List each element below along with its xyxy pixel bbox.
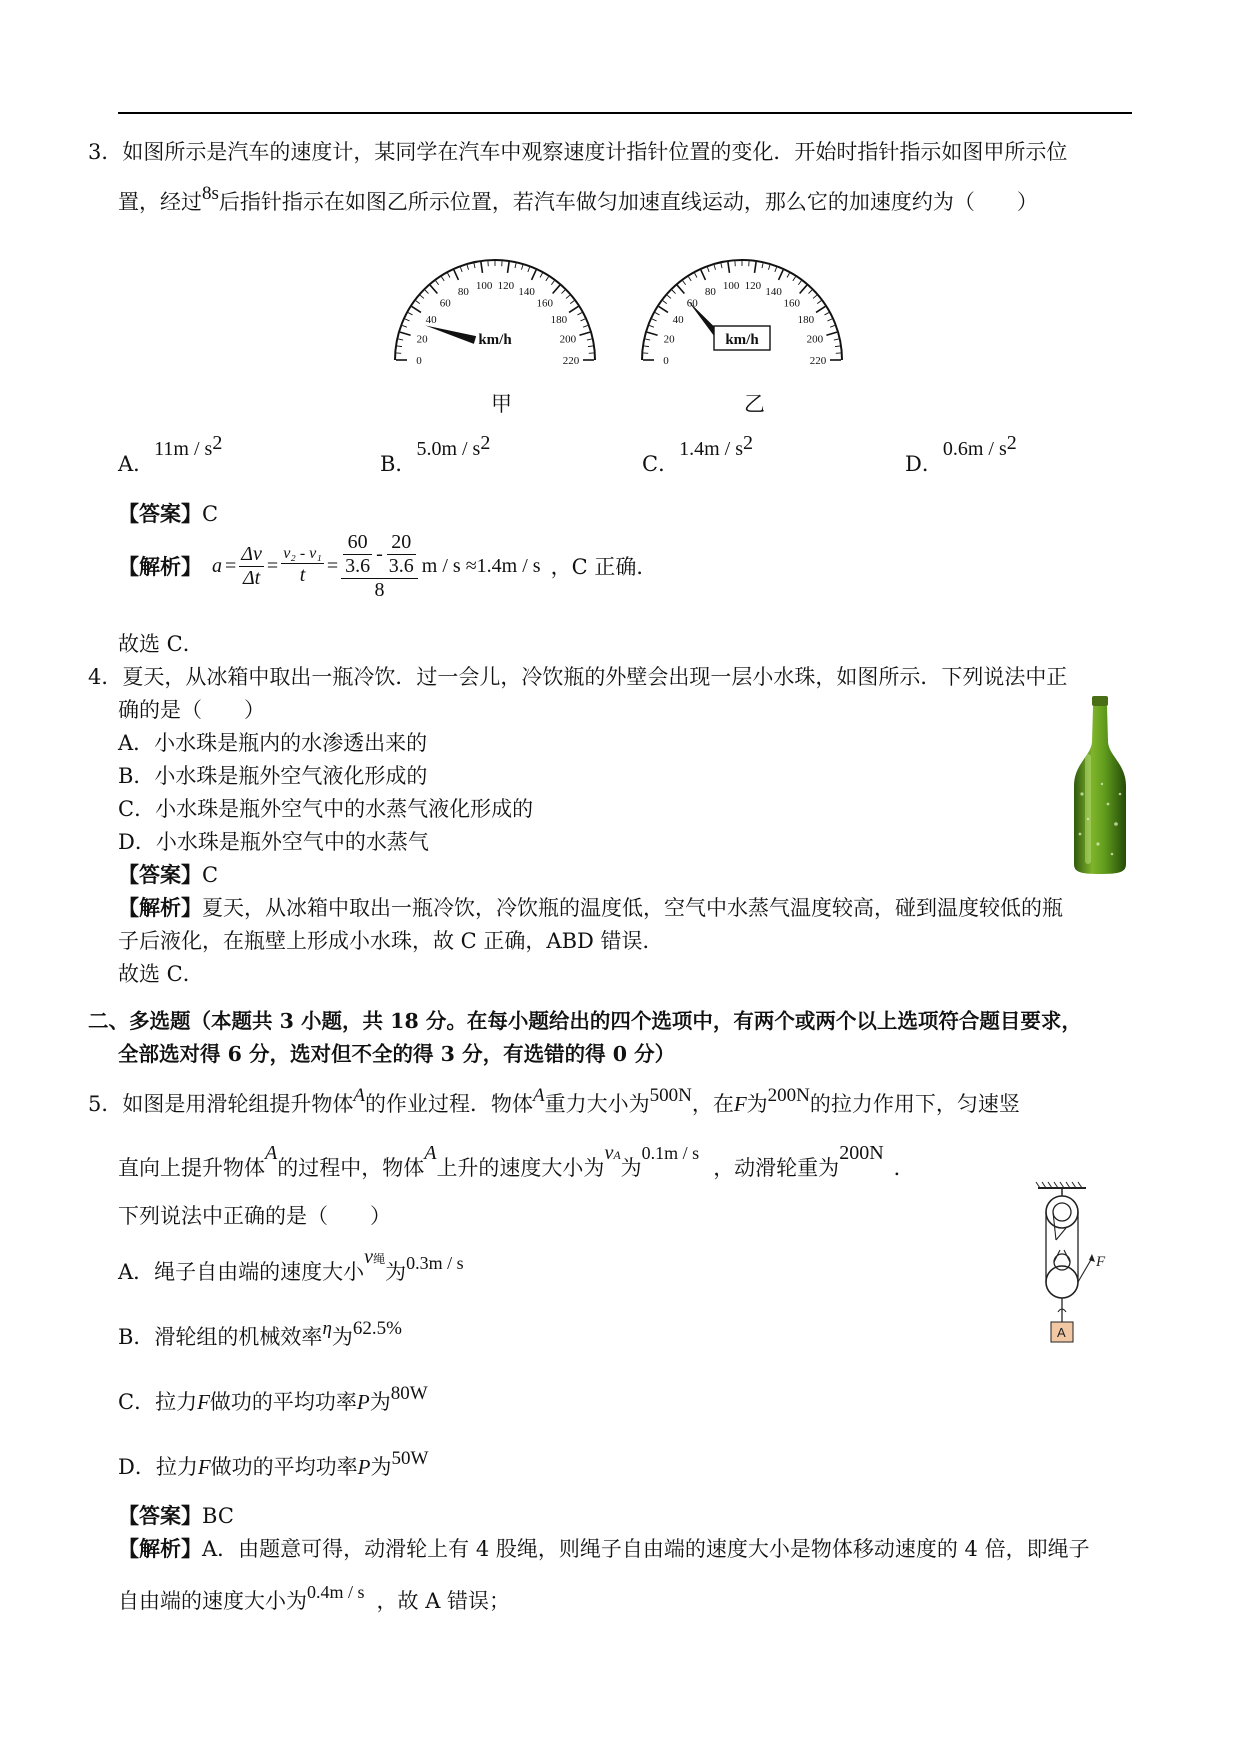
velocity-fraction: $\frac{\text{v₂ - v₁}}{t}$: [283, 545, 322, 586]
gauge-tick: [721, 263, 722, 268]
gauge-tick: [683, 281, 686, 285]
gauge-tick: [655, 313, 659, 315]
gauge-tick: [768, 265, 769, 270]
gauge-tick: [460, 267, 462, 272]
gauge-tick: [551, 281, 554, 285]
gauge-tick: [775, 267, 777, 272]
q4-stem-line2: 确的是（ ）: [118, 698, 265, 722]
gauge-tick: [728, 262, 730, 273]
gauge-tick: [587, 339, 592, 340]
gauge-tick: [787, 273, 789, 277]
q4-analysis-line1: 【解析】夏天，从冰箱中取出一瓶冷饮，冷饮瓶的温度低，空气中水蒸气温度较高，碰到温度较低的瓶: [118, 895, 1063, 920]
gauge-tick: [405, 319, 410, 321]
gauge-tick-label: 120: [744, 279, 762, 292]
gauge-tick-label: 140: [765, 285, 782, 298]
gauge-tick-label: 200: [806, 333, 824, 346]
gauge-tick: [800, 285, 807, 293]
q4-option-d: D．小水珠是瓶外空气中的水蒸气: [118, 830, 429, 854]
gauge-tick: [430, 285, 437, 293]
gauge-tick: [798, 281, 801, 285]
gauge-tick-label: 160: [536, 297, 554, 310]
gauge-tick: [825, 313, 829, 315]
q3-stem-line1: 3．如图所示是汽车的速度计，某同学在汽车中观察速度计指针位置的变化．开始时指针指示如图甲所示位: [88, 140, 1068, 164]
gauge-tick: [830, 325, 835, 327]
gauge-tick: [436, 281, 439, 285]
q4-stem-line1: 4．夏天，从冰箱中取出一瓶冷饮．过一会儿，冷饮瓶的外壁会出现一层小水珠，如图所示．下列说法中正: [88, 665, 1068, 689]
gauge-tick-label: 220: [562, 355, 580, 367]
q3-conclusion: 故选 C．: [118, 632, 204, 656]
gauge-tick-label: 0: [416, 355, 422, 367]
fixed-pulley-large: [1046, 1196, 1078, 1228]
q3-time: 8s: [202, 183, 219, 204]
section2-title-line1: 二、多选题（本题共 3 小题，共 18 分。在每小题给出的四个选项中，有两个或两个以上选项符合题目要求，: [88, 1009, 1082, 1033]
gauge-tick: [834, 339, 839, 340]
gauge-tick: [441, 277, 444, 281]
gauge-unit-label: km/h: [478, 332, 512, 348]
q4-analysis-line2: 子后液化，在瓶壁上形成小水珠，故 C 正确，ABD 错误．: [118, 929, 664, 953]
q5-analysis-line1: 【解析】A．由题意可得，动滑轮上有 4 股绳，则绳子自由端的速度大小是物体移动速度的 4 倍，即绳子: [118, 1536, 1090, 1561]
gauge-tick-label: 140: [518, 285, 535, 298]
gauge-tick-label: 160: [783, 297, 801, 310]
gauge-tick-label: 40: [672, 313, 684, 326]
q5-stem-line1: 5．如图是用滑轮组提升物体A的作业过程．物体A重力大小为500N，在F为200N的拉力作用下，匀速竖: [88, 1085, 1020, 1116]
gauge-tick: [762, 263, 763, 268]
speedometer-jia: [395, 260, 595, 367]
gauge-tick: [561, 290, 565, 294]
gauge-tick: [817, 301, 821, 304]
q5-stem-line2: 直向上提升物体A的过程中，物体A上升的速度大小为$v^A$为0.1m / s，动滑轮重为200N．: [118, 1142, 915, 1180]
object-a-label: A: [1057, 1325, 1066, 1340]
gauge-tick: [688, 277, 691, 281]
gauge-tick: [579, 332, 590, 335]
bottle-image: [1068, 694, 1132, 876]
gauge-tick: [570, 301, 574, 304]
q3-option-d: D．0.6m / s2: [905, 432, 1017, 476]
gauge-tick: [569, 306, 578, 312]
gauge-tick: [515, 263, 516, 268]
gauge-tick: [714, 265, 715, 270]
gauge-tick: [540, 273, 542, 277]
gauge-tick: [420, 295, 424, 298]
caption-jia: 甲: [491, 392, 512, 416]
gauge-tick: [546, 277, 549, 281]
gauge-tick-label: 80: [704, 285, 716, 298]
gauge-tick: [649, 325, 654, 327]
q4-option-a: A．小水珠是瓶内的水渗透出来的: [118, 731, 428, 755]
numeric-fraction: $\frac{60}{3.6}$ - $\frac{20}{3.6}$ 8: [341, 531, 418, 602]
gauge-tick: [659, 306, 668, 312]
speedometer-figure: [390, 232, 860, 372]
gauge-tick: [583, 325, 588, 327]
gauge-tick: [508, 262, 510, 273]
gauge-tick: [755, 262, 757, 273]
gauge-tick: [816, 306, 825, 312]
gauge-tick-label: 100: [475, 279, 493, 292]
gauge-tick: [425, 290, 429, 294]
q5-option-b: B．滑轮组的机械效率η为62.5%: [118, 1318, 402, 1349]
speedometer-yi: [642, 260, 842, 367]
gauge-tick: [481, 262, 483, 273]
gauge-tick-label: 100: [722, 279, 740, 292]
gauge-tick-label: 0: [663, 355, 669, 367]
gauge-tick: [835, 346, 840, 347]
gauge-tick: [402, 325, 407, 327]
gauge-tick: [779, 270, 784, 280]
gauge-tick: [677, 285, 684, 293]
pulley-force-label: F: [1096, 1254, 1106, 1270]
gauge-tick: [474, 263, 475, 268]
q5-answer: 【答案】BC: [118, 1503, 234, 1528]
gauge-tick: [828, 319, 833, 321]
gauge-tick: [532, 270, 537, 280]
gauge-tick: [416, 301, 420, 304]
gauge-tick: [553, 285, 560, 293]
q5-option-c: C．拉力F做功的平均功率P为80W: [118, 1383, 428, 1414]
gauge-tick: [398, 339, 403, 340]
gauge-tick-label: 80: [457, 285, 469, 298]
gauge-tick: [412, 306, 421, 312]
gauge-tick: [793, 277, 796, 281]
q3-option-b: B．5.0m / s2: [380, 432, 491, 476]
gauge-tick: [667, 295, 671, 298]
gauge-tick-label: 60: [686, 297, 698, 310]
gauge-tick: [408, 313, 412, 315]
gauge-tick: [578, 313, 582, 315]
gauge-tick-label: 180: [797, 313, 815, 326]
gauge-tick: [672, 290, 676, 294]
gauge-tick-label: 20: [663, 333, 675, 346]
gauge-tick: [645, 339, 650, 340]
gauge-tick-label: 180: [550, 313, 568, 326]
q3-option-c: C．1.4m / s2: [642, 432, 753, 476]
fixed-pulley-small: [1053, 1203, 1071, 1221]
q3-analysis: 【解析】 a = $\frac{\Delta v}{\Delta t}$ = $\frac{\text{v₂ - v₁}}{t}$ = $\frac{60}{3.6}$ - $\frac{20}{3.6}$ 8 m / s ≈1.4m / s ，C 正确．: [118, 530, 658, 601]
gauge-tick: [528, 267, 530, 272]
q4-answer: 【答案】C: [118, 862, 219, 887]
gauge-tick: [400, 332, 411, 335]
gauge-tick: [808, 290, 812, 294]
q5-option-d: D．拉力F做功的平均功率P为50W: [118, 1448, 429, 1479]
gauge-tick-label: 40: [425, 313, 437, 326]
gauge-tick: [448, 273, 450, 277]
gauge-tick: [644, 346, 649, 347]
gauge-needle: [425, 325, 476, 343]
gauge-tick: [521, 265, 522, 270]
gauge-tick-label: 20: [416, 333, 428, 346]
gauge-tick: [813, 295, 817, 298]
gauge-tick: [826, 332, 837, 335]
pulley-diagram: [1020, 1180, 1120, 1380]
gauge-tick-label: 220: [809, 355, 827, 367]
gauge-tick: [454, 270, 459, 280]
q5-question: 下列说法中正确的是（ ）: [118, 1204, 391, 1228]
gauge-tick: [695, 273, 697, 277]
delta-fraction: $\frac{\Delta v}{\Delta t}$: [241, 542, 262, 589]
q4-option-b: B．小水珠是瓶外空气液化形成的: [118, 764, 428, 788]
gauge-tick: [397, 346, 402, 347]
section2-title-line2: 全部选对得 6 分，选对但不全的得 3 分，有选错的得 0 分）: [118, 1042, 676, 1066]
gauge-tick: [588, 346, 593, 347]
gauge-tick: [663, 301, 667, 304]
q3-answer: 【答案】C: [118, 501, 219, 526]
gauge-tick-label: 200: [559, 333, 577, 346]
gauge-tick: [652, 319, 657, 321]
q3-option-a: A．11m / s2: [118, 432, 223, 476]
q5-analysis-line2: 自由端的速度大小为0.4m / s ，故 A 错误；: [118, 1582, 511, 1613]
q4-conclusion: 故选 C．: [118, 962, 204, 986]
gauge-tick: [467, 265, 468, 270]
q4-option-c: C．小水珠是瓶外空气中的水蒸气液化形成的: [118, 797, 534, 821]
gauge-unit-label: km/h: [725, 332, 759, 348]
gauge-tick-label: 60: [439, 297, 451, 310]
gauge-tick: [581, 319, 586, 321]
caption-yi: 乙: [744, 392, 765, 416]
header-rule: [118, 112, 1132, 114]
gauge-tick: [647, 332, 658, 335]
moving-pulley-large: [1046, 1266, 1078, 1298]
gauge-tick-label: 120: [497, 279, 515, 292]
q3-stem-line2: 置，经过8s后指针指示在如图乙所示位置，若汽车做匀加速直线运动，那么它的加速度约为（ ）: [118, 183, 1038, 214]
gauge-tick: [707, 267, 709, 272]
q5-option-a: A．绳子自由端的速度大小$v^绳$为0.3m / s: [118, 1246, 464, 1284]
gauge-tick: [701, 270, 706, 280]
gauge-tick: [566, 295, 570, 298]
